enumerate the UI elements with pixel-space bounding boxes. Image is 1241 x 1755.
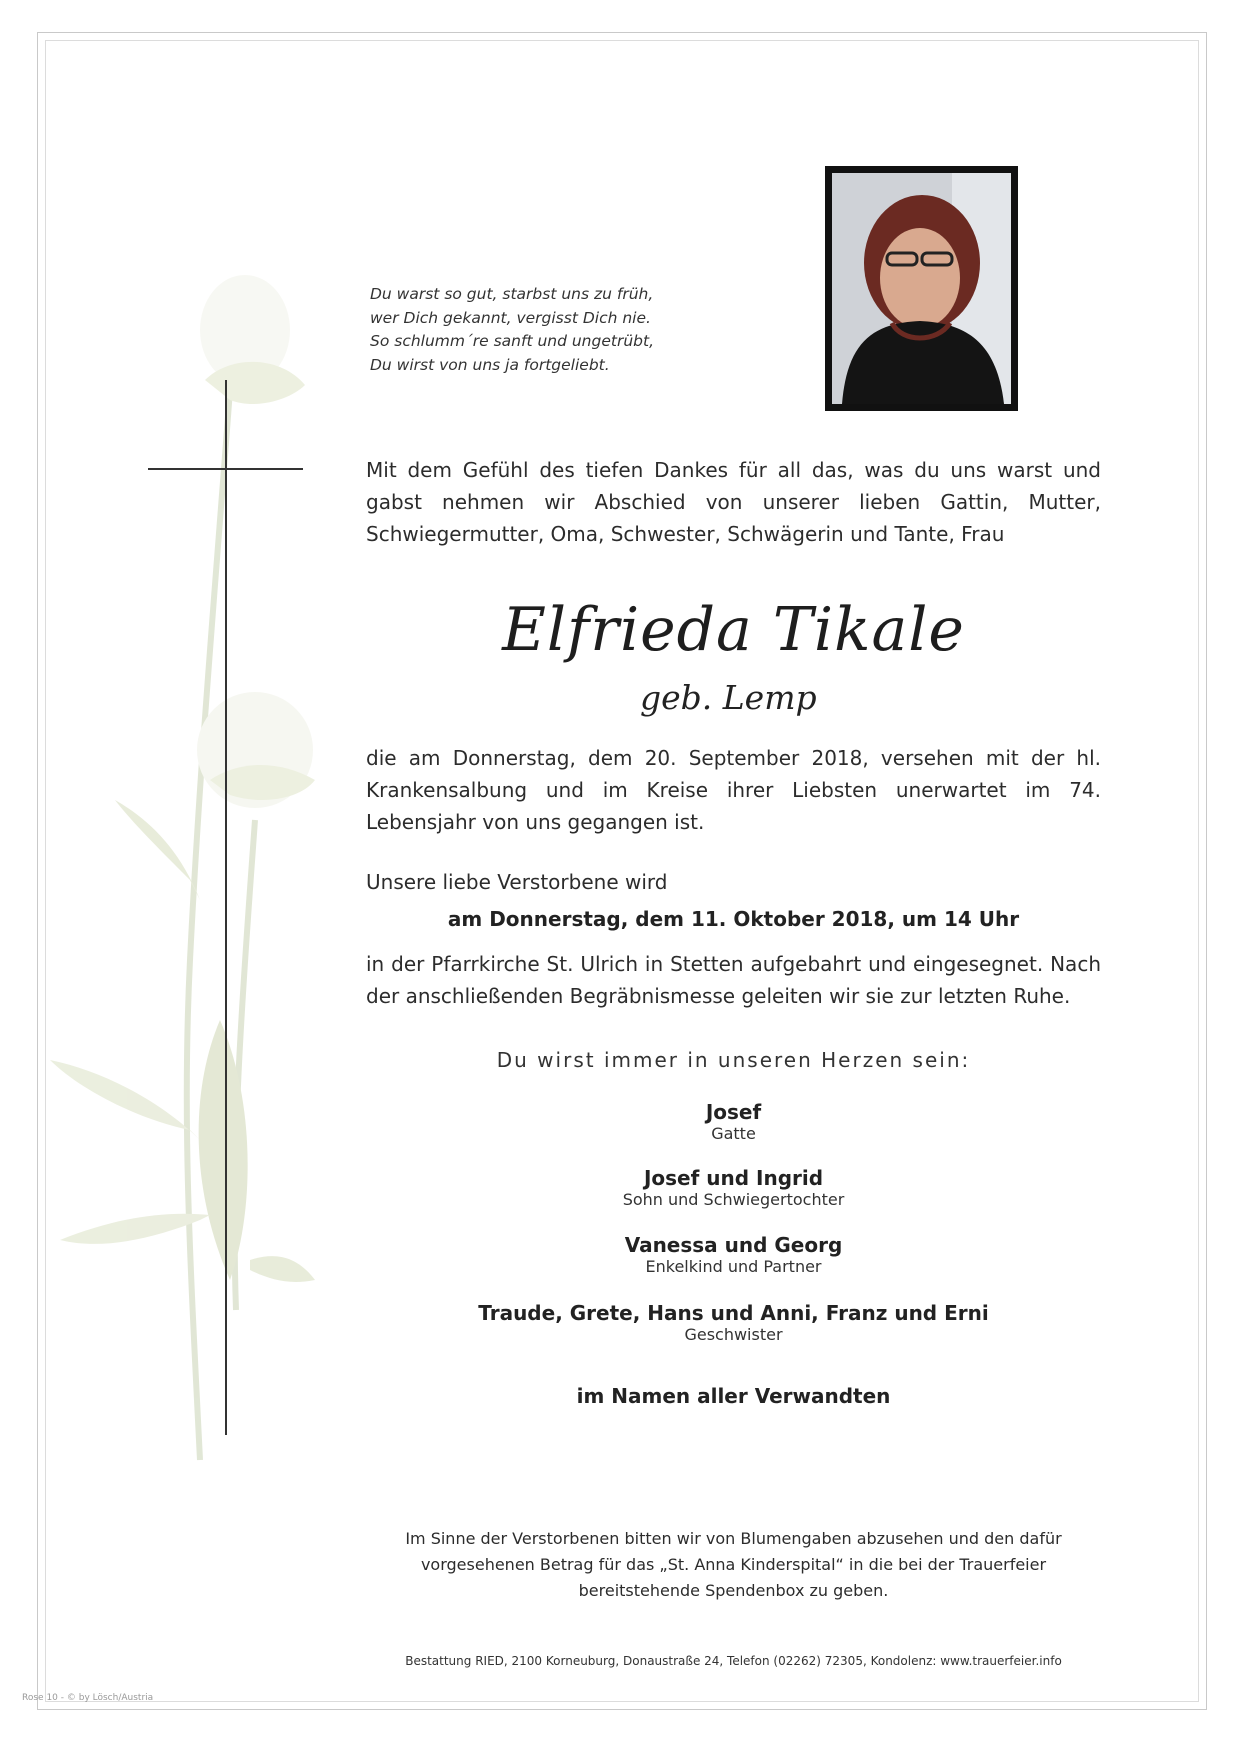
hearts-line: Du wirst immer in unseren Herzen sein: — [496, 1048, 971, 1072]
cross-vertical — [225, 380, 227, 1435]
death-paragraph: die am Donnerstag, dem 20. September 2018, versehen mit der hl. Krankensalbung und im Kreise ihrer Liebsten unerwartet im 74. Lebensjahr von uns gegangen ist. — [366, 746, 1101, 834]
family-entry — [366, 1100, 1101, 1144]
family-name: Vanessa und Georg — [624, 1233, 843, 1257]
family-entry — [366, 1301, 1101, 1345]
family-name: Josef und Ingrid — [643, 1166, 824, 1190]
family-relation: Sohn und Schwiegertochter — [622, 1190, 845, 1209]
closing-line: im Namen aller Verwandten — [576, 1384, 891, 1408]
donation-request — [366, 1526, 1101, 1604]
deceased-name: Elfrieda Tikale — [502, 595, 965, 665]
family-entry — [366, 1233, 1101, 1277]
poem-line: wer Dich gekannt, vergisst Dich nie. — [370, 308, 651, 327]
cross-horizontal — [148, 468, 303, 470]
portrait-photo — [832, 173, 1011, 404]
portrait-photo-frame — [825, 166, 1018, 411]
request-line: Im Sinne der Verstorbenen bitten wir von Blumengaben abzusehen und den dafür — [405, 1529, 1062, 1548]
request-line: bereitstehende Spendenbox zu geben. — [578, 1581, 889, 1600]
family-relation: Enkelkind und Partner — [645, 1257, 822, 1276]
intro-paragraph: Mit dem Gefühl des tiefen Dankes für all das, was du uns warst und gabst nehmen wir Abschied von unserer lieben Gattin, Mutter, Schwiegermutter, Oma, Schwester, Schwägerin und Tante, Frau — [366, 458, 1101, 546]
family-relation: Geschwister — [684, 1325, 783, 1344]
undertaker-footer: Bestattung RIED, 2100 Korneuburg, Donaustraße 24, Telefon (02262) 72305, Kondolenz: www.trauerfeier.info — [405, 1654, 1062, 1668]
funeral-date: am Donnerstag, dem 11. Oktober 2018, um 14 Uhr — [447, 907, 1020, 931]
maiden-name: geb. Lemp — [640, 678, 817, 717]
poem-line: Du wirst von uns ja fortgeliebt. — [370, 355, 610, 374]
request-line: vorgesehenen Betrag für das „St. Anna Kinderspital“ in die bei der Trauerfeier — [420, 1555, 1047, 1574]
family-name: Traude, Grete, Hans und Anni, Franz und Erni — [478, 1301, 989, 1325]
poem-line: So schlumm´re sanft und ungetrübt, — [370, 332, 654, 350]
funeral-details: in der Pfarrkirche St. Ulrich in Stetten aufgebahrt und eingesegnet. Nach der anschließenden Begräbnismesse geleiten wir sie zur letzten Ruhe. — [366, 952, 1101, 1008]
family-relation: Gatte — [711, 1124, 756, 1143]
family-entry — [366, 1166, 1101, 1210]
rose-illustration — [40, 260, 370, 1560]
poem — [370, 283, 710, 377]
image-credit: Rose 10 - © by Lösch/Austria — [22, 1693, 154, 1703]
funeral-intro: Unsere liebe Verstorbene wird — [366, 870, 668, 894]
family-name: Josef — [705, 1100, 762, 1124]
poem-line: Du warst so gut, starbst uns zu früh, — [370, 285, 654, 303]
